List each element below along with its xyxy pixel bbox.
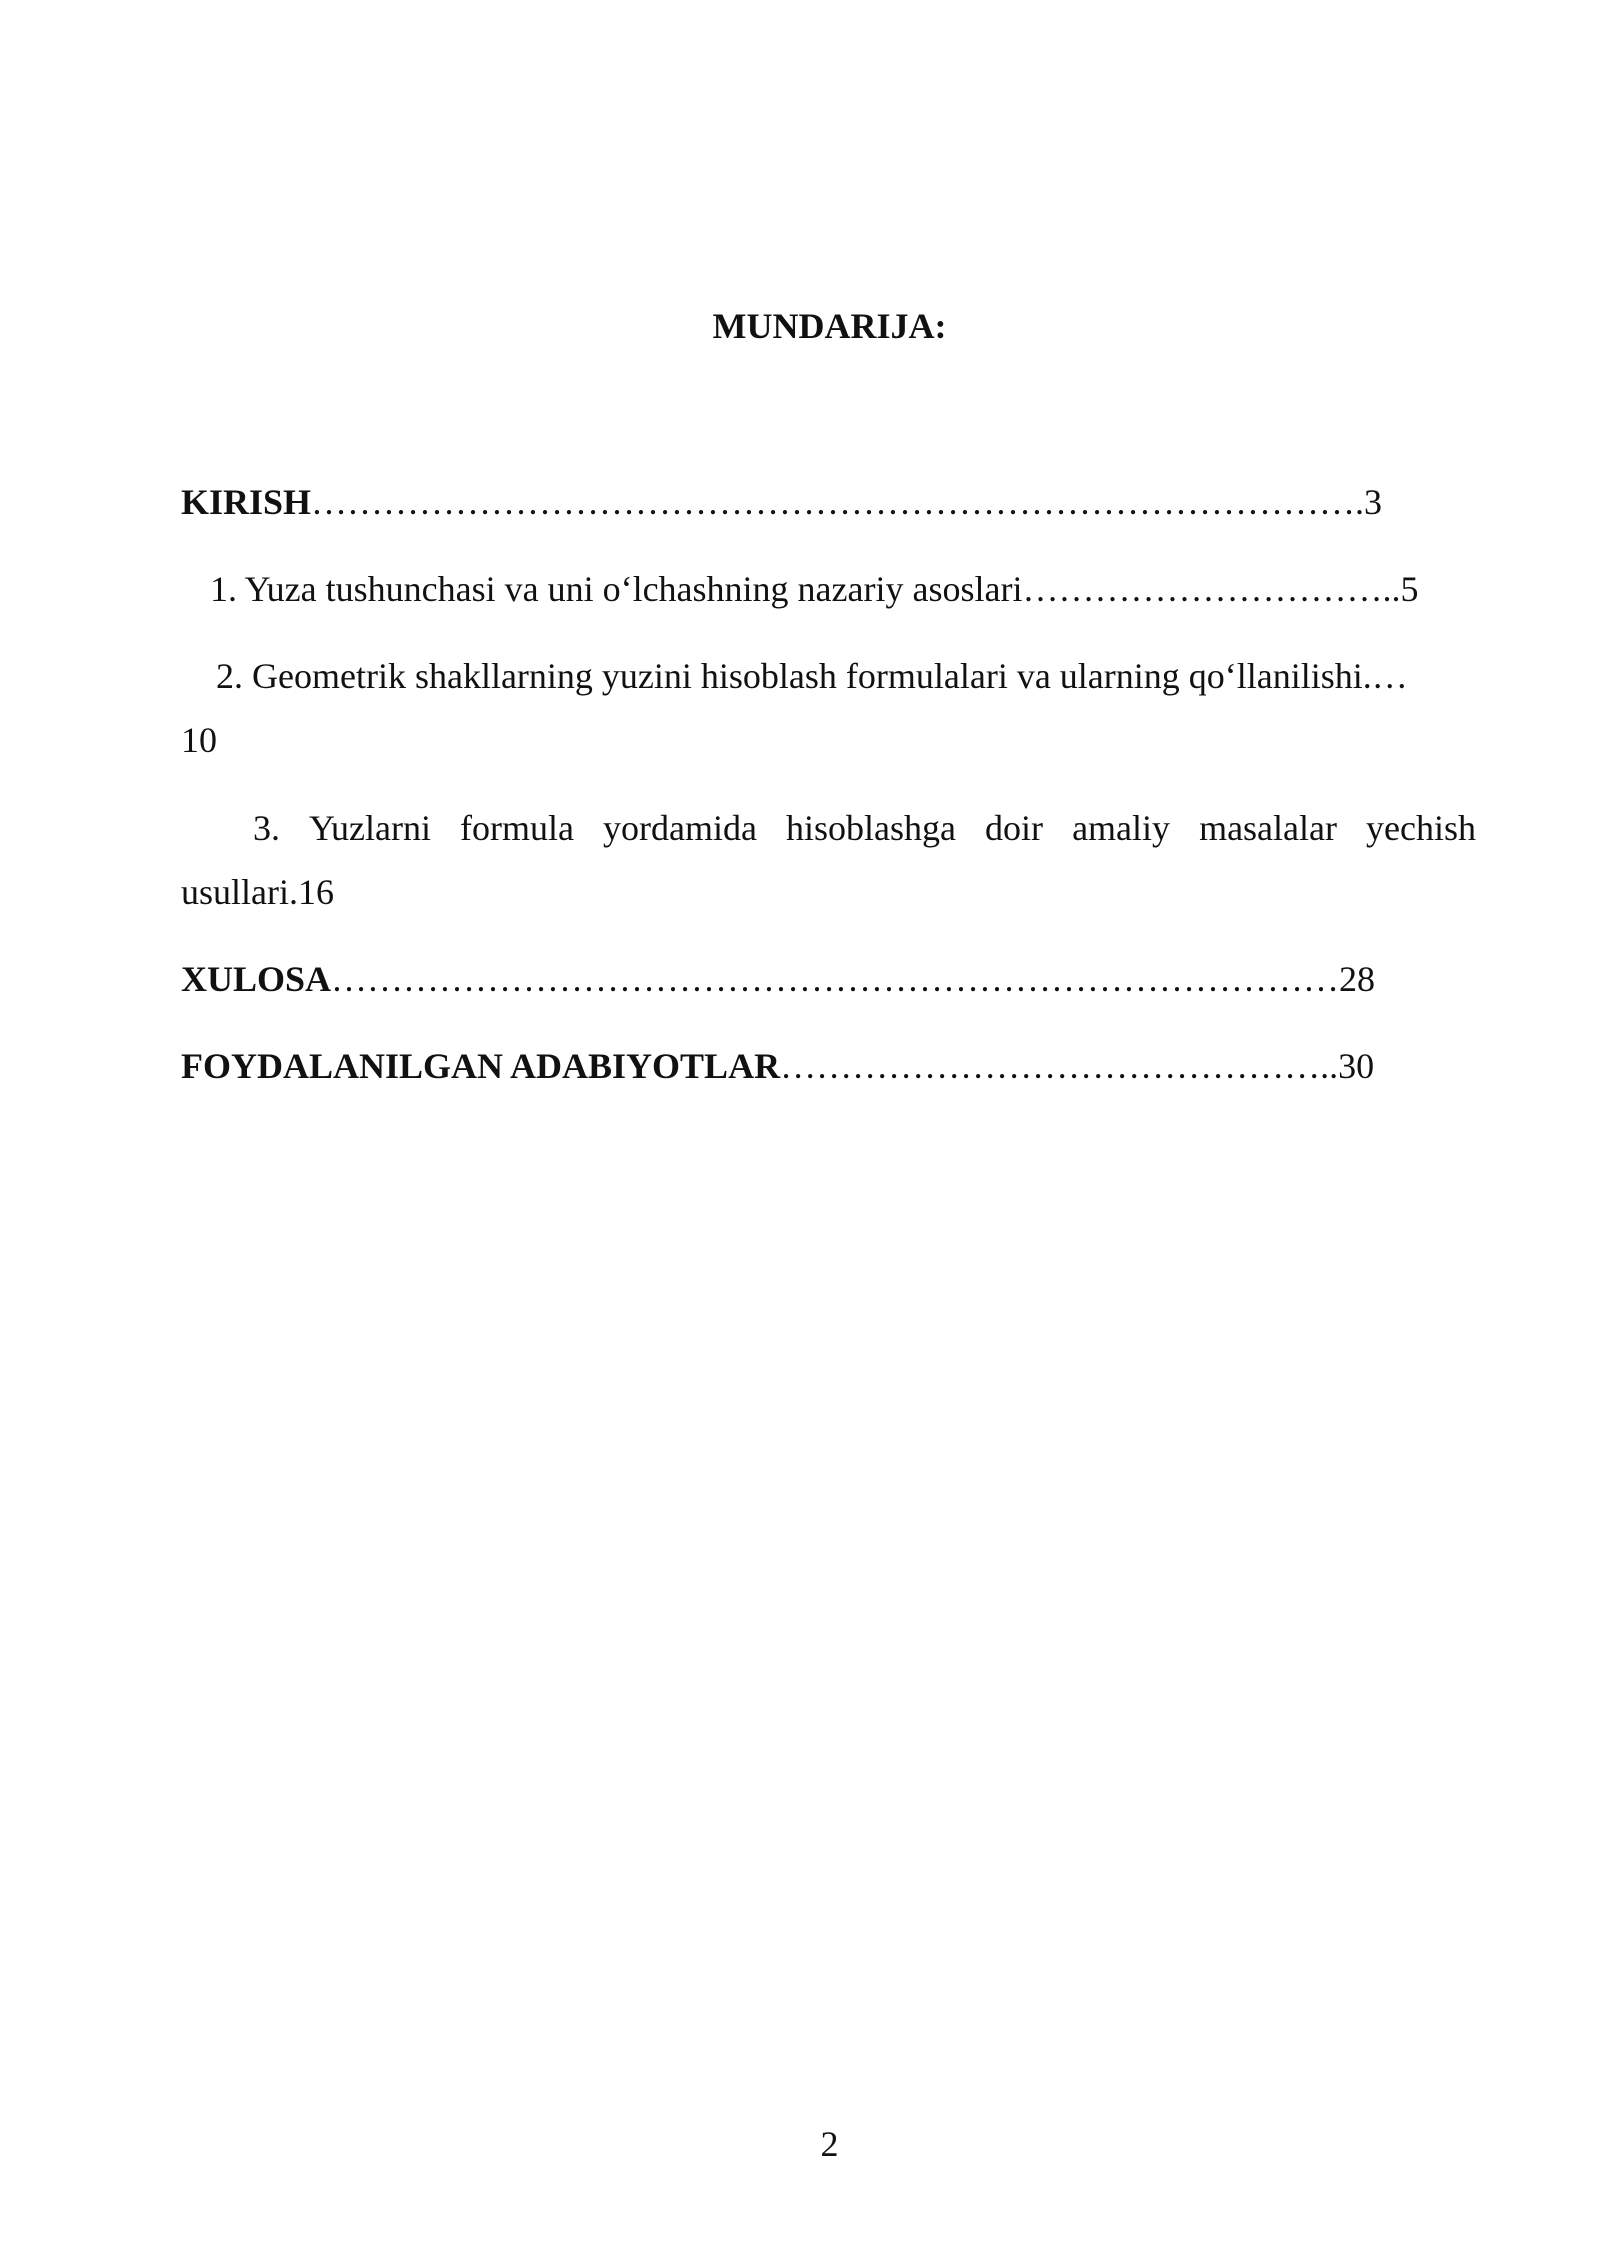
toc-leader: …………………………………………………………………………….: [311, 482, 1365, 522]
toc-leader: ………………………………………..: [780, 1046, 1339, 1086]
toc-entry-label: XULOSA: [181, 959, 332, 999]
toc-entry-adabiyotlar[interactable]: [181, 1044, 1476, 1088]
toc-page-number: 30: [1338, 1046, 1375, 1086]
page-title: MUNDARIJA:: [712, 306, 947, 346]
toc-word: yordamida: [603, 808, 757, 848]
toc-entry-xulosa[interactable]: [181, 957, 1476, 1001]
toc-page-number: 5: [1400, 569, 1419, 609]
toc-word: masalalar: [1199, 808, 1337, 848]
toc-page-number: 10: [181, 720, 217, 760]
toc-word: amaliy: [1072, 808, 1171, 848]
toc-entry-label: KIRISH: [181, 482, 312, 522]
page-number: 2: [820, 2124, 839, 2164]
toc-entry-text: 1. Yuza tushunchasi va uni o‘lchashning nazariy asoslari: [210, 569, 1023, 609]
toc-entry-kirish[interactable]: [181, 480, 1476, 524]
toc-word: hisoblashga: [786, 808, 956, 848]
toc-word: yechish: [1366, 808, 1476, 848]
toc-entry-text: 2. Geometrik shakllarning yuzini hisoblash formulalari va ularning qo‘llanilishi.…: [216, 656, 1408, 696]
toc-word: formula: [460, 808, 574, 848]
toc-entry-section-3[interactable]: [253, 806, 1476, 850]
toc-page-number: 28: [1339, 959, 1376, 999]
toc-entry-section-1[interactable]: [210, 567, 1505, 611]
toc-leader: …………………………………………………………………………: [331, 959, 1340, 999]
toc-entry-section-2[interactable]: [216, 654, 1511, 698]
toc-leader: …………………………..: [1022, 569, 1401, 609]
toc-entry-section-2-page: [181, 718, 1476, 762]
toc-entry-label: FOYDALANILGAN ADABIYOTLAR: [181, 1046, 781, 1086]
toc-page-number: 3: [1364, 482, 1383, 522]
toc-entry-text: usullari.16: [181, 872, 334, 912]
toc-word: Yuzlarni: [309, 808, 431, 848]
toc-entry-section-3-continuation: [181, 870, 1476, 914]
toc-word: doir: [985, 808, 1044, 848]
toc-word: 3.: [253, 808, 280, 848]
